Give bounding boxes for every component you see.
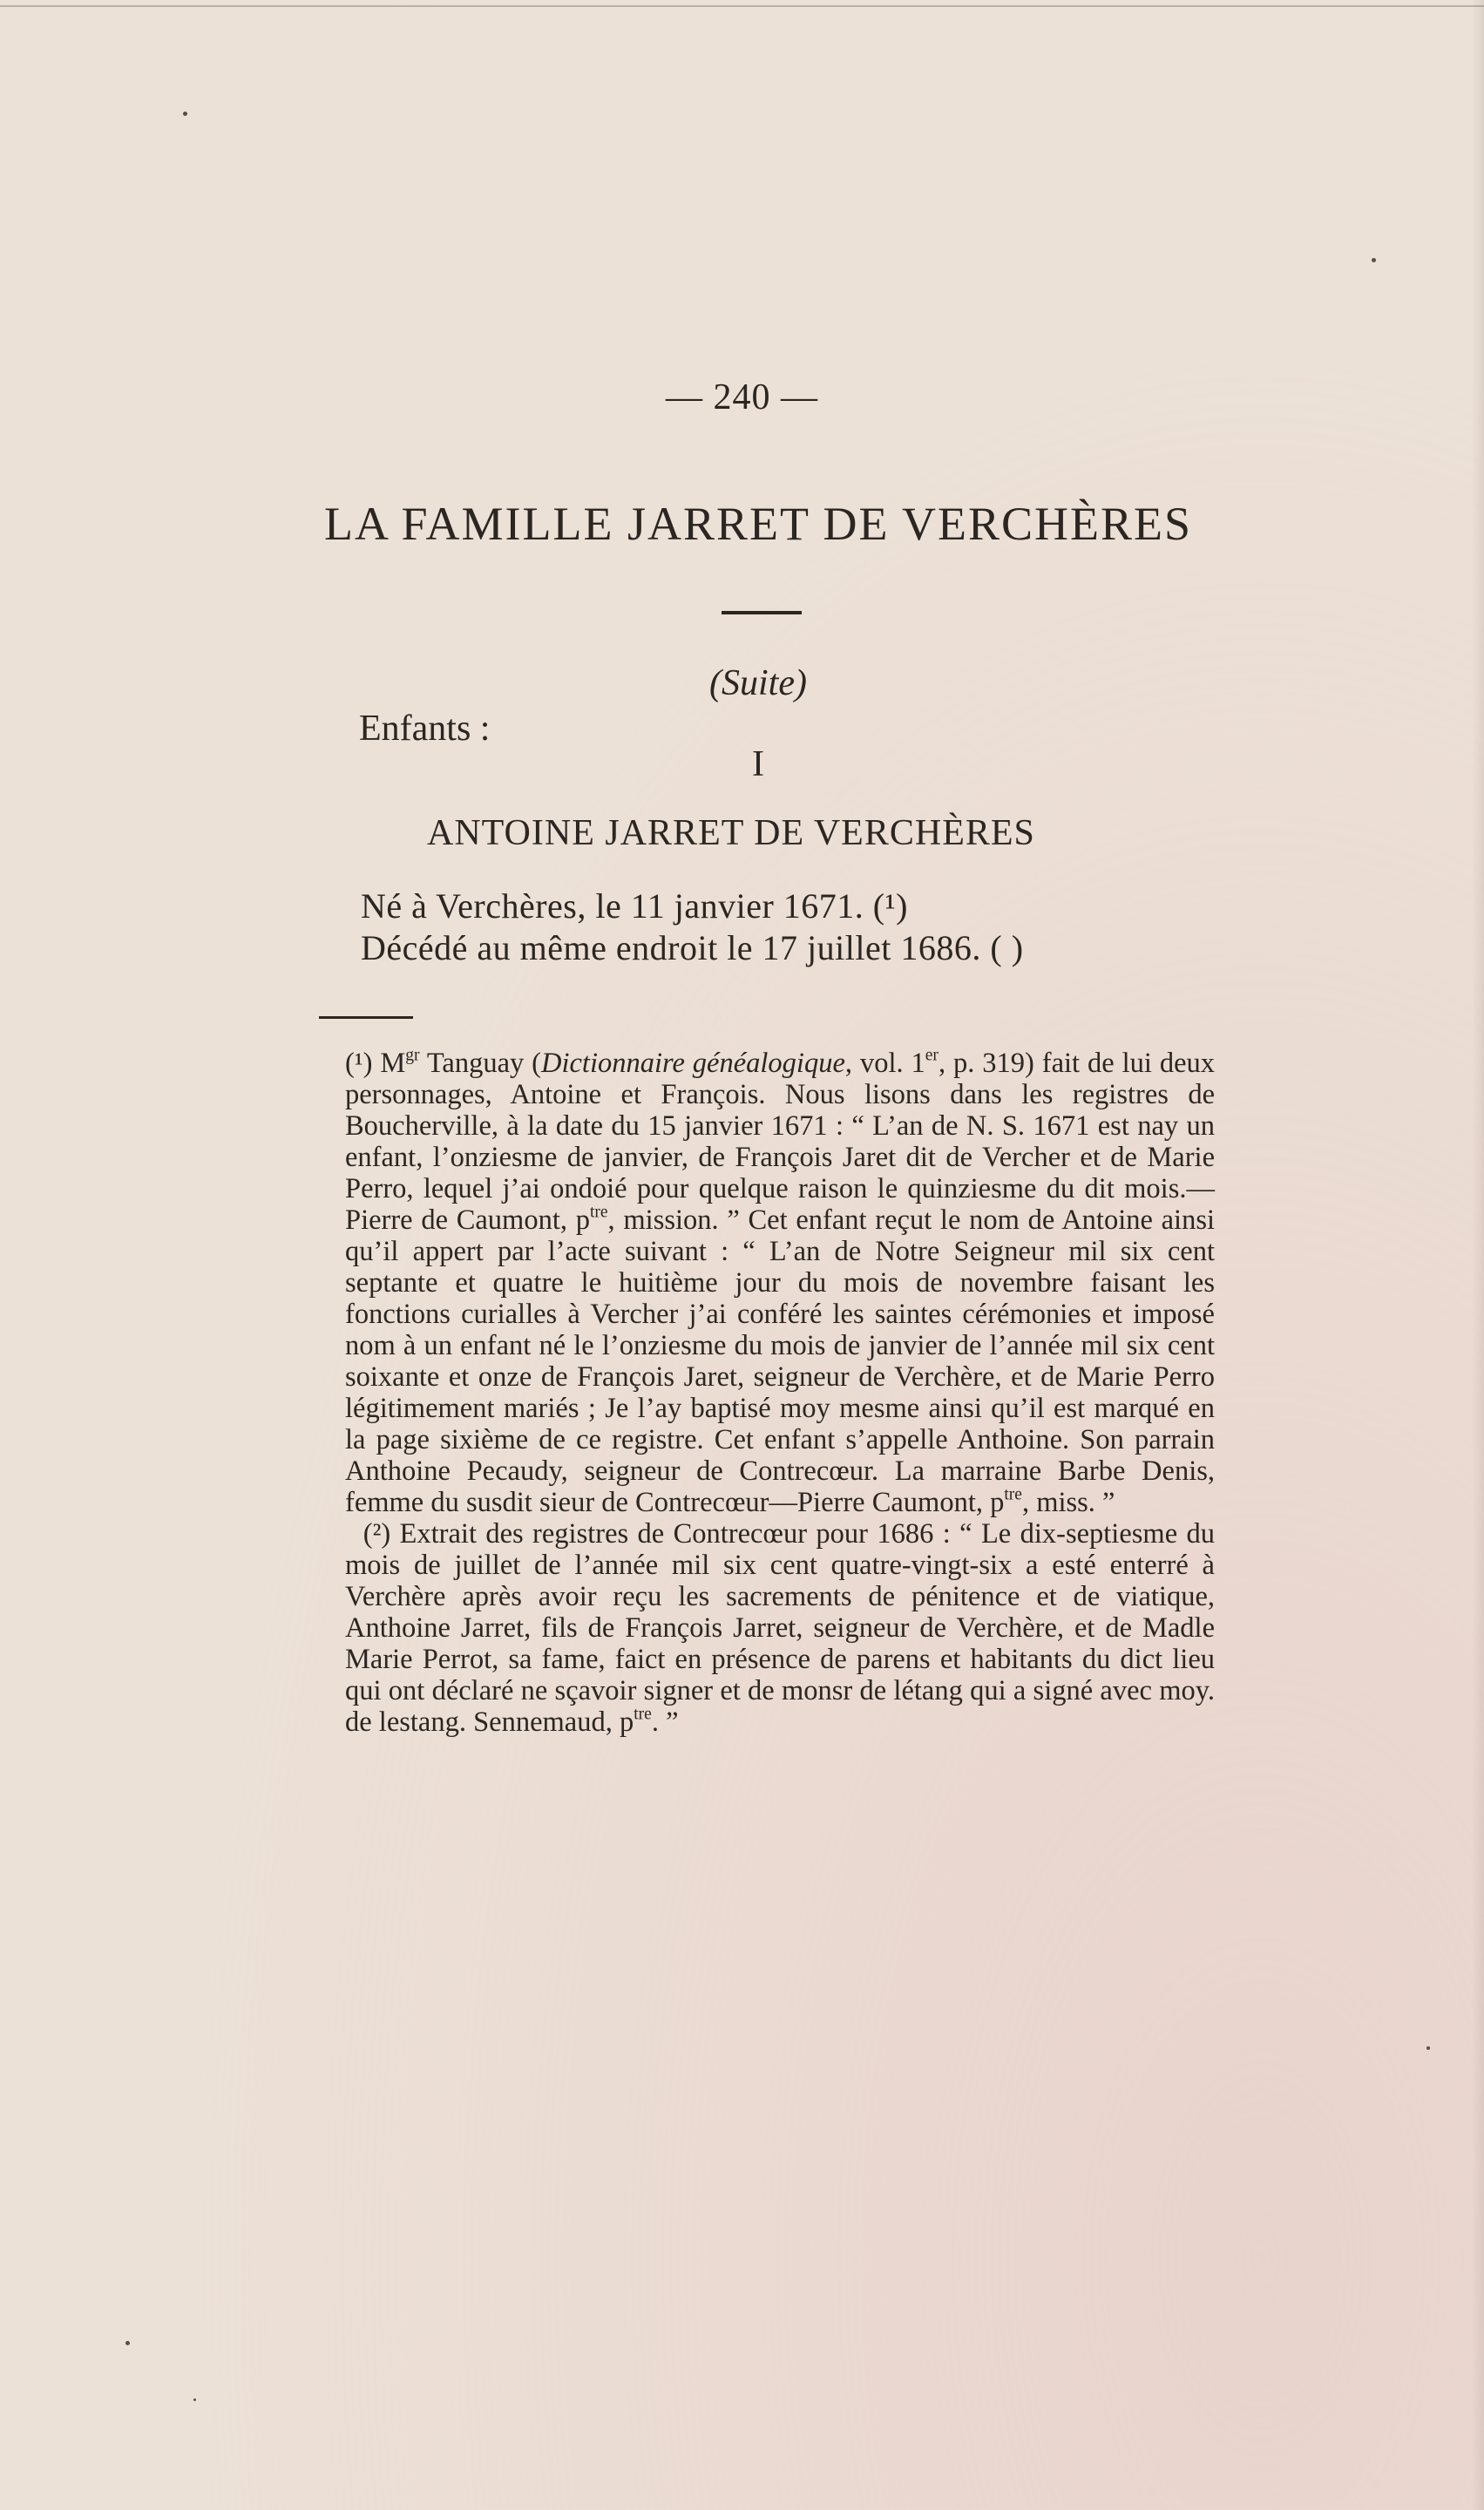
footnote-1-text-a: fait de lui deux personnages, Antoine et François. Nous lisons dans les registres de Boucherville, à la date du 15 janvier 1671 : “ L’an de N. S. 1671 est nay un enfant, l’onziesme de janvier, de François Jaret dit de Vercher et de Marie Perro, lequel j’ai ondoié pour quelque raison le quinziesme du dit mois.—Pierre de Caumont, p	[345, 1048, 1216, 1236]
footnote-1-volume-sup: er	[925, 1046, 939, 1065]
footnote-1-author: Tanguay (	[419, 1048, 541, 1079]
footnote-2	[345, 1518, 1215, 1738]
footnote-1-page-ref: , p. 319)	[938, 1048, 1034, 1079]
page-title: LA FAMILLE JARRET DE VERCHÈRES	[323, 498, 1193, 550]
footnote-1-title-abbrev: M	[380, 1048, 406, 1079]
footnote-1-work-title: Dictionnaire généalogique	[541, 1048, 845, 1079]
death-text: Décédé au même endroit le 17 juillet 1686.	[361, 928, 981, 967]
footnote-1-volume: , vol. 1	[844, 1048, 925, 1079]
birth-text: Né à Verchères, le 11 janvier 1671.	[361, 886, 864, 926]
section-heading: ANTOINE JARRET DE VERCHÈRES	[427, 813, 1035, 853]
paper-speck	[183, 112, 187, 116]
footnote-1	[345, 1048, 1215, 1518]
footnote-2-text-a: Extrait des registres de Contrecœur pour 1686 : “ Le dix-septiesme du mois de juillet de l’année mil six cent quatre-vingt-six a esté enterré à Verchère après avoir reçu les sacrements de pénitence et de viatique, Anthoine Jarret, fils de François Jarret, seigneur de Verchère, et de Madle Marie Perrot, sa fame, faict en présence de parens et habitants du dict lieu qui ont déclaré ne sçavoir signer et de monsr de létang qui a signé avec moy. de lestang. Sennemaud, p	[345, 1518, 1215, 1738]
footnote-1-text-b: , mission. ” Cet enfant reçut le nom de Antoine ainsi qu’il appert par l’acte suivant : “ L’an de Notre Seigneur mil six cent septante et quatre le huitième jour du mois de novembre faisant les fonctions curialles à Vercher j’ai conféré les saintes cérémonies et imposé nom à un enfant né le l’onziesme du mois de janvier de l’année mil six cent soixante et onze de François Jaret, seigneur de Verchère, et de Marie Perro légitimement mariés ; Je l’ay baptisé moy mesme ainsi qu’il est marqué en la page sixième de ce registre. Cet enfant s’appelle Anthoine. Son parrain Anthoine Pecaudy, seigneur de Contrecœur. La marraine Barbe Denis, femme du susdit sieur de Contrecœur—Pierre Caumont, p	[345, 1204, 1215, 1518]
footnotes	[345, 1048, 1215, 1738]
death-note-ref: ( )	[990, 928, 1024, 967]
title-divider	[722, 611, 802, 614]
footnote-divider	[319, 1016, 413, 1019]
footnote-1-ptre-sup: tre	[589, 1203, 608, 1222]
page-top-edge	[0, 5, 1484, 7]
paper-speck	[1372, 258, 1376, 262]
footnote-1-ptre-sup-2: tre	[1004, 1485, 1022, 1504]
footnote-2-text-b: . ”	[651, 1706, 679, 1738]
footnote-1-title-sup: gr	[405, 1046, 420, 1065]
birth-note-ref: (¹)	[872, 886, 908, 926]
paper-speck	[193, 2398, 196, 2401]
page-number: — 240 —	[666, 377, 818, 417]
death-line	[361, 927, 1024, 968]
birth-line	[361, 885, 908, 926]
footnote-1-marker: (¹)	[345, 1048, 373, 1079]
section-numeral: I	[752, 744, 764, 784]
footnote-2-ptre-sup: tre	[634, 1705, 652, 1724]
footnote-2-marker: (²)	[363, 1518, 391, 1550]
paper-speck	[125, 2341, 130, 2345]
footnote-1-text-c: , miss. ”	[1021, 1487, 1115, 1518]
paper-speck	[1426, 2046, 1430, 2050]
children-label: Enfants :	[359, 709, 491, 749]
subtitle: (Suite)	[709, 663, 807, 703]
